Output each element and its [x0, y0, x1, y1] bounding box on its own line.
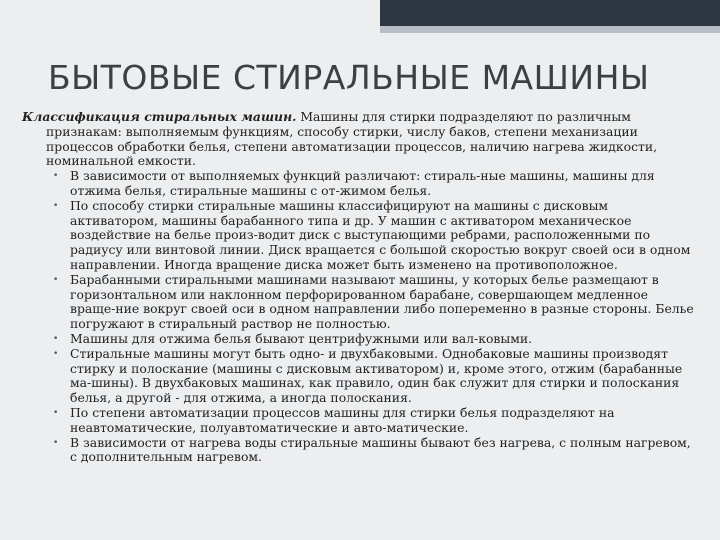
bullet-icon: •: [53, 333, 59, 344]
bullet-icon: •: [53, 200, 59, 211]
list-item: [46, 347, 694, 406]
header-light-bar: [380, 26, 720, 33]
list-item: [46, 199, 694, 273]
list-item: [46, 169, 694, 199]
list-item-text: По степени автоматизации процессов машины для стирки белья подразделяют на неавтоматические, полуавтоматические и авто-матические.: [70, 404, 615, 435]
header-decoration: [0, 0, 720, 33]
list-item-text: По способу стирки стиральные машины классифицируют на машины с дисковым активатором, машины барабанного типа и др. У машин с активатором механическое воздействие на белье произ-водит диск с выступающими ребрами, расположенными по радиусу или винтовой линии. Диск вращается с большой скоростью вокруг своей оси в одном направлении. Иногда вращение диска может быть изменено на противоположное.: [70, 197, 691, 272]
bullet-icon: •: [53, 274, 59, 285]
list-item-text: Машины для отжима белья бывают центрифужными или вал-ковыми.: [70, 330, 533, 346]
slide-content: [22, 109, 694, 465]
bullet-icon: •: [53, 407, 59, 418]
slide-title: БЫТОВЫЕ СТИРАЛЬНЫЕ МАШИНЫ: [48, 58, 650, 97]
list-item-text: Стиральные машины могут быть одно- и двухбаковыми. Однобаковые машины производят стирку и полоскание (машины с дисковым активатором) и, кроме этого, отжим (барабанные ма-шины). В двухбаковых машинах, как правило, один бак служит для стирки и полоскания белья, а другой - для отжима, а иногда полоскания.: [70, 345, 683, 406]
bullet-icon: •: [53, 171, 59, 182]
intro-paragraph: [22, 109, 694, 169]
list-item: [46, 273, 694, 332]
intro-lead: Классификация стиральных машин.: [22, 109, 297, 124]
header-dark-bar: [380, 0, 720, 26]
list-item: [46, 406, 694, 436]
list-item: [46, 332, 694, 347]
list-item-text: В зависимости от выполняемых функций различают: стираль-ные машины, машины для отжима белья, стиральные машины с от-жимом белья.: [70, 168, 655, 198]
bullet-icon: •: [53, 437, 59, 448]
list-item-text: В зависимости от нагрева воды стиральные машины бывают без нагрева, с полным нагревом, с дополнительным нагревом.: [70, 434, 691, 465]
list-item: [46, 436, 694, 466]
list-item-text: Барабанными стиральными машинами называют машины, у которых белье размещают в горизонтальном или наклонном перфорированном барабане, совершающем медленное враще-ние вокруг своей оси в одном направлении либо попеременно в разные стороны. Белье погружают в стиральный раствор не полностью.: [70, 271, 694, 332]
bullet-icon: •: [53, 348, 59, 359]
intro-text: Машины для стирки подразделяют по различным признакам: выполняемым функциям, способу стирки, числу баков, степени механизации процессов обработки белья, степени автоматизации процессов, наличию нагрева жидкости, номинальной емкости.: [46, 109, 658, 169]
